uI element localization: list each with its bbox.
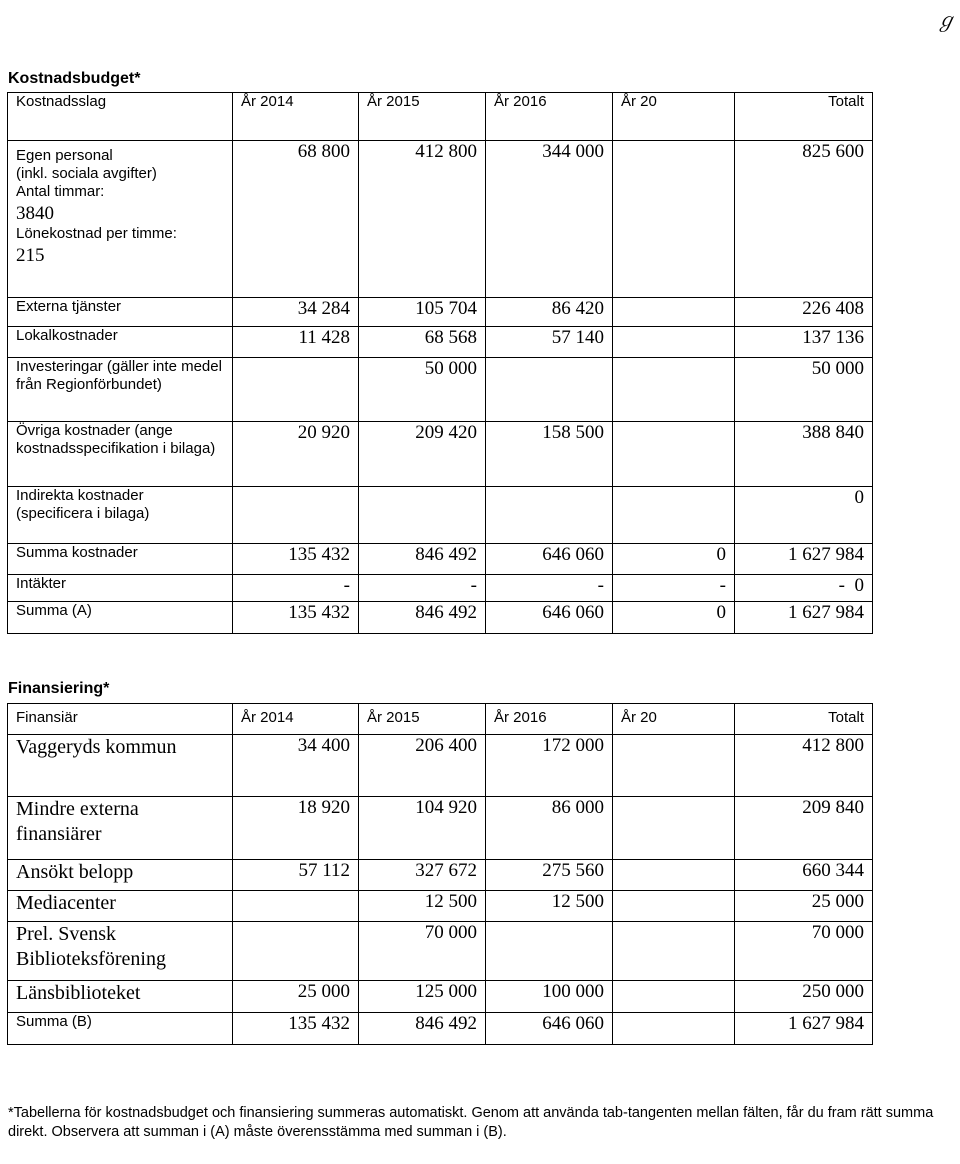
funding-header-row (8, 704, 873, 735)
cell-2015: 206 400 (359, 735, 486, 797)
cell-2015: 12 500 (359, 891, 486, 922)
table-row (8, 981, 873, 1013)
cell-2016: 646 060 (486, 1013, 613, 1045)
cell-2015: 50 000 (359, 358, 486, 422)
cell-2015: 327 672 (359, 860, 486, 891)
cell-total: 25 000 (735, 891, 873, 922)
cell-20xx (613, 1013, 735, 1045)
cell-2016: 12 500 (486, 891, 613, 922)
row-label: Intäkter (8, 575, 233, 602)
cost-budget-title: Kostnadsbudget* (8, 70, 141, 87)
cell-2014: 135 432 (233, 1013, 359, 1045)
personal-label: Egen personal (16, 147, 113, 164)
col-header-totalt: Totalt (735, 93, 873, 141)
cell-2014: 34 400 (233, 735, 359, 797)
corner-mark: ℊ (936, 8, 956, 32)
cell-2016: 86 420 (486, 298, 613, 327)
cell-total: 1 627 984 (735, 544, 873, 575)
cell-2014: 20 920 (233, 422, 359, 487)
cell-20xx (613, 487, 735, 544)
table-row (8, 891, 873, 922)
personal-20xx (613, 141, 735, 298)
cell-20xx (613, 298, 735, 327)
cell-2014 (233, 358, 359, 422)
row-label: Mediacenter (8, 891, 233, 922)
col-header-kostnadsslag: Kostnadsslag (8, 93, 233, 141)
funding-title: Finansiering* (8, 680, 110, 697)
row-label: Prel. Svensk Biblioteksförening (8, 922, 233, 981)
col-header-2014: År 2014 (233, 704, 359, 735)
col-header-2016: År 2016 (486, 704, 613, 735)
cell-2015 (359, 487, 486, 544)
cell-2016: 646 060 (486, 602, 613, 634)
cell-2016: 158 500 (486, 422, 613, 487)
cell-2014: 11 428 (233, 327, 359, 358)
table-row (8, 298, 873, 327)
row-label: Externa tjänster (8, 298, 233, 327)
cell-20xx (613, 735, 735, 797)
row-label: Ansökt belopp (8, 860, 233, 891)
cell-2015: 105 704 (359, 298, 486, 327)
row-label: Summa (A) (8, 602, 233, 634)
cell-total: 388 840 (735, 422, 873, 487)
cell-2014: 34 284 (233, 298, 359, 327)
col-header-finansiar: Finansiär (8, 704, 233, 735)
cell-20xx (613, 327, 735, 358)
row-label: Länsbiblioteket (8, 981, 233, 1013)
hours-label: Antal timmar: (16, 183, 105, 200)
cell-total: - 0 (735, 575, 873, 602)
cell-2016 (486, 487, 613, 544)
cell-total: 250 000 (735, 981, 873, 1013)
summary-row (8, 575, 873, 602)
funding-table (7, 703, 873, 1045)
cell-2016 (486, 922, 613, 981)
cell-2015: 846 492 (359, 1013, 486, 1045)
row-label: Summa (B) (8, 1013, 233, 1045)
personal-2016: 344 000 (486, 141, 613, 298)
cell-2015: 209 420 (359, 422, 486, 487)
cell-2014: 18 920 (233, 797, 359, 860)
table-row (8, 860, 873, 891)
row-label: Indirekta kostnader (specificera i bilaga) (8, 487, 233, 544)
cell-2015: 846 492 (359, 544, 486, 575)
cell-20xx (613, 922, 735, 981)
cost-budget-table (7, 92, 873, 634)
rate-label: Lönekostnad per timme: (16, 225, 177, 242)
cell-2016: 57 140 (486, 327, 613, 358)
cell-total: 70 000 (735, 922, 873, 981)
table-row (8, 735, 873, 797)
cell-2014: 25 000 (233, 981, 359, 1013)
cell-total: 0 (735, 487, 873, 544)
cell-20xx (613, 797, 735, 860)
row-label: Mindre externa finansiärer (8, 797, 233, 860)
rate-value: 215 (16, 245, 45, 266)
summary-row (8, 1013, 873, 1045)
cell-2014 (233, 922, 359, 981)
col-header-20xx: År 20 (613, 704, 735, 735)
cell-total: 1 627 984 (735, 1013, 873, 1045)
row-label: Övriga kostnader (ange kostnadsspecifikation i bilaga) (8, 422, 233, 487)
summary-row (8, 544, 873, 575)
col-header-20xx: År 20 (613, 93, 735, 141)
cell-2016: 100 000 (486, 981, 613, 1013)
col-header-2015: År 2015 (359, 704, 486, 735)
cell-2016: - (486, 575, 613, 602)
table-row (8, 141, 873, 298)
cell-2015: 104 920 (359, 797, 486, 860)
row-label: Investeringar (gäller inte medel från Regionförbundet) (8, 358, 233, 422)
cell-2016: 172 000 (486, 735, 613, 797)
personal-label-sub: (inkl. sociala avgifter) (16, 165, 157, 182)
hours-value: 3840 (16, 203, 54, 224)
cell-2016: 275 560 (486, 860, 613, 891)
summary-row (8, 602, 873, 634)
col-header-totalt: Totalt (735, 704, 873, 735)
cell-2015: 125 000 (359, 981, 486, 1013)
cell-2015: 68 568 (359, 327, 486, 358)
personal-total: 825 600 (735, 141, 873, 298)
row-label: Summa kostnader (8, 544, 233, 575)
cell-2014: - (233, 575, 359, 602)
row-label: Lokalkostnader (8, 327, 233, 358)
row-label: Vaggeryds kommun (8, 735, 233, 797)
cell-total: 412 800 (735, 735, 873, 797)
cell-20xx (613, 860, 735, 891)
cell-total: 226 408 (735, 298, 873, 327)
cell-2015: 846 492 (359, 602, 486, 634)
cell-20xx (613, 981, 735, 1013)
cell-2014 (233, 487, 359, 544)
table-row (8, 327, 873, 358)
col-header-2014: År 2014 (233, 93, 359, 141)
cell-2014: 135 432 (233, 602, 359, 634)
footnote: *Tabellerna för kostnadsbudget och finansiering summeras automatiskt. Genom att använda tab-tangenten mellan fälten, får du fram rätt summa direkt. Observera att summan i (A) måste överensstämma med summan i (B). (8, 1105, 934, 1140)
cell-2014 (233, 891, 359, 922)
cell-2014: 135 432 (233, 544, 359, 575)
cell-20xx: 0 (613, 544, 735, 575)
table-row (8, 487, 873, 544)
cost-header-row (8, 93, 873, 141)
cell-2014: 57 112 (233, 860, 359, 891)
cell-2015: 70 000 (359, 922, 486, 981)
table-row (8, 358, 873, 422)
col-header-2015: År 2015 (359, 93, 486, 141)
col-header-2016: År 2016 (486, 93, 613, 141)
personal-2015: 412 800 (359, 141, 486, 298)
cell-2015: - (359, 575, 486, 602)
cell-total: 1 627 984 (735, 602, 873, 634)
cell-20xx (613, 891, 735, 922)
personal-cell (8, 141, 233, 298)
personal-2014: 68 800 (233, 141, 359, 298)
cell-20xx: - (613, 575, 735, 602)
cell-total: 209 840 (735, 797, 873, 860)
cell-20xx (613, 422, 735, 487)
cell-20xx (613, 358, 735, 422)
cell-total: 50 000 (735, 358, 873, 422)
cell-total: 137 136 (735, 327, 873, 358)
table-row (8, 797, 873, 860)
table-row (8, 422, 873, 487)
cell-2016 (486, 358, 613, 422)
cell-20xx: 0 (613, 602, 735, 634)
cell-2016: 86 000 (486, 797, 613, 860)
cell-2016: 646 060 (486, 544, 613, 575)
table-row (8, 922, 873, 981)
cell-total: 660 344 (735, 860, 873, 891)
